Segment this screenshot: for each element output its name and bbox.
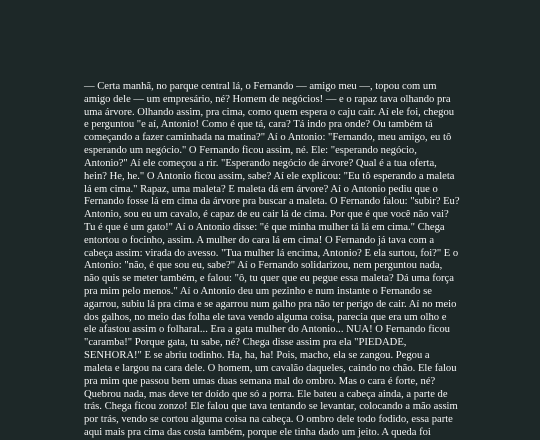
story-paragraph: — Certa manhã, no parque central lá, o Fernando — amigo meu —, topou com um amigo dele — um empresário, né? Homem de negócios! — e o rapaz tava olhando pra uma árvore. Olhando assim, pra cima, como quem espera o caju cair. Aí ele foi, chegou e perguntou "e aí, Antonio! Como é que tá, cara? Tá indo pra onde? Ou também tá começando a fazer caminhada na matina?" Aí o Antonio: "Fernando, meu amigo, eu tô esperando um negócio." O Fernando ficou assim, né. Ele: "esperando negócio, Antonio?" Aí ele começou a rir. "Esperando negócio de árvore? Qual é a tua oferta, hein? He, he." O Antonio ficou assim, sabe? Aí ele explicou: "Eu tô esperando a maleta lá em cima." Rapaz, uma maleta? E maleta dá em árvore? Aí o Antonio pediu que o Fernando fosse lá em cima da árvore pra buscar a maleta. O Fernando falou: "subir? Eu? Antonio, sou eu um cavalo, é capaz de eu cair lá de cima. Por que é que você não vai? Tu é que é um gato!" Aí o Antonio disse: "é que minha mulher tá lá em cima." Chega entortou o focinho, assim. A mulher do cara lá em cima! O Fernando já tava com a cabeça assim: virada do avesso. "Tua mulher lá encima, Antonio? E ela surtou, foi?" E o Antonio: "não, é que sou eu, sabe?" Aí o Fernando solidarizou, nem perguntou nada, não quis se meter também, e falou: "ô, tu quer que eu pegue essa maleta? Dá uma força pra mim pelo menos." Aí o Antonio deu um pezinho e num instante o Fernando se agarrou, subiu lá pra cima e se agarrou num galho pra não ter perigo de cair. Aí no meio dos galhos, no meio das folha ele tava vendo alguma coisa, parecia que era um olho e ele afastou assim o folharal... Era a gata mulher do Antonio... NUA! O Fernando ficou "caramba!" Porque gata, tu sabe, né? Chega disse assim pra ela "PIEDADE, SENHORA!" E se abriu todinho. Ha, ha, ha! Pois, macho, ela se zangou. Pegou a maleta e largou na cara dele. O homem, um cavalão daqueles, caindo no chão. Ele falou pra mim que passou bem umas duas semana mal do ombro. Mas o cara é forte, né? Quebrou nada, mas deve ter doído que só a porra. Ele bateu a cabeça ainda, a parte de trás. Chega ficou zonzo! Ele falou que tava tentando se levantar, colocando a mão assim por trás, vendo se cortou alguma coisa na cabeça. O ombro dele todo fodido, essa parte aqui mais pra cima das costa também, porque ele tinha dado um jeito. A queda foi [84, 81, 460, 438]
